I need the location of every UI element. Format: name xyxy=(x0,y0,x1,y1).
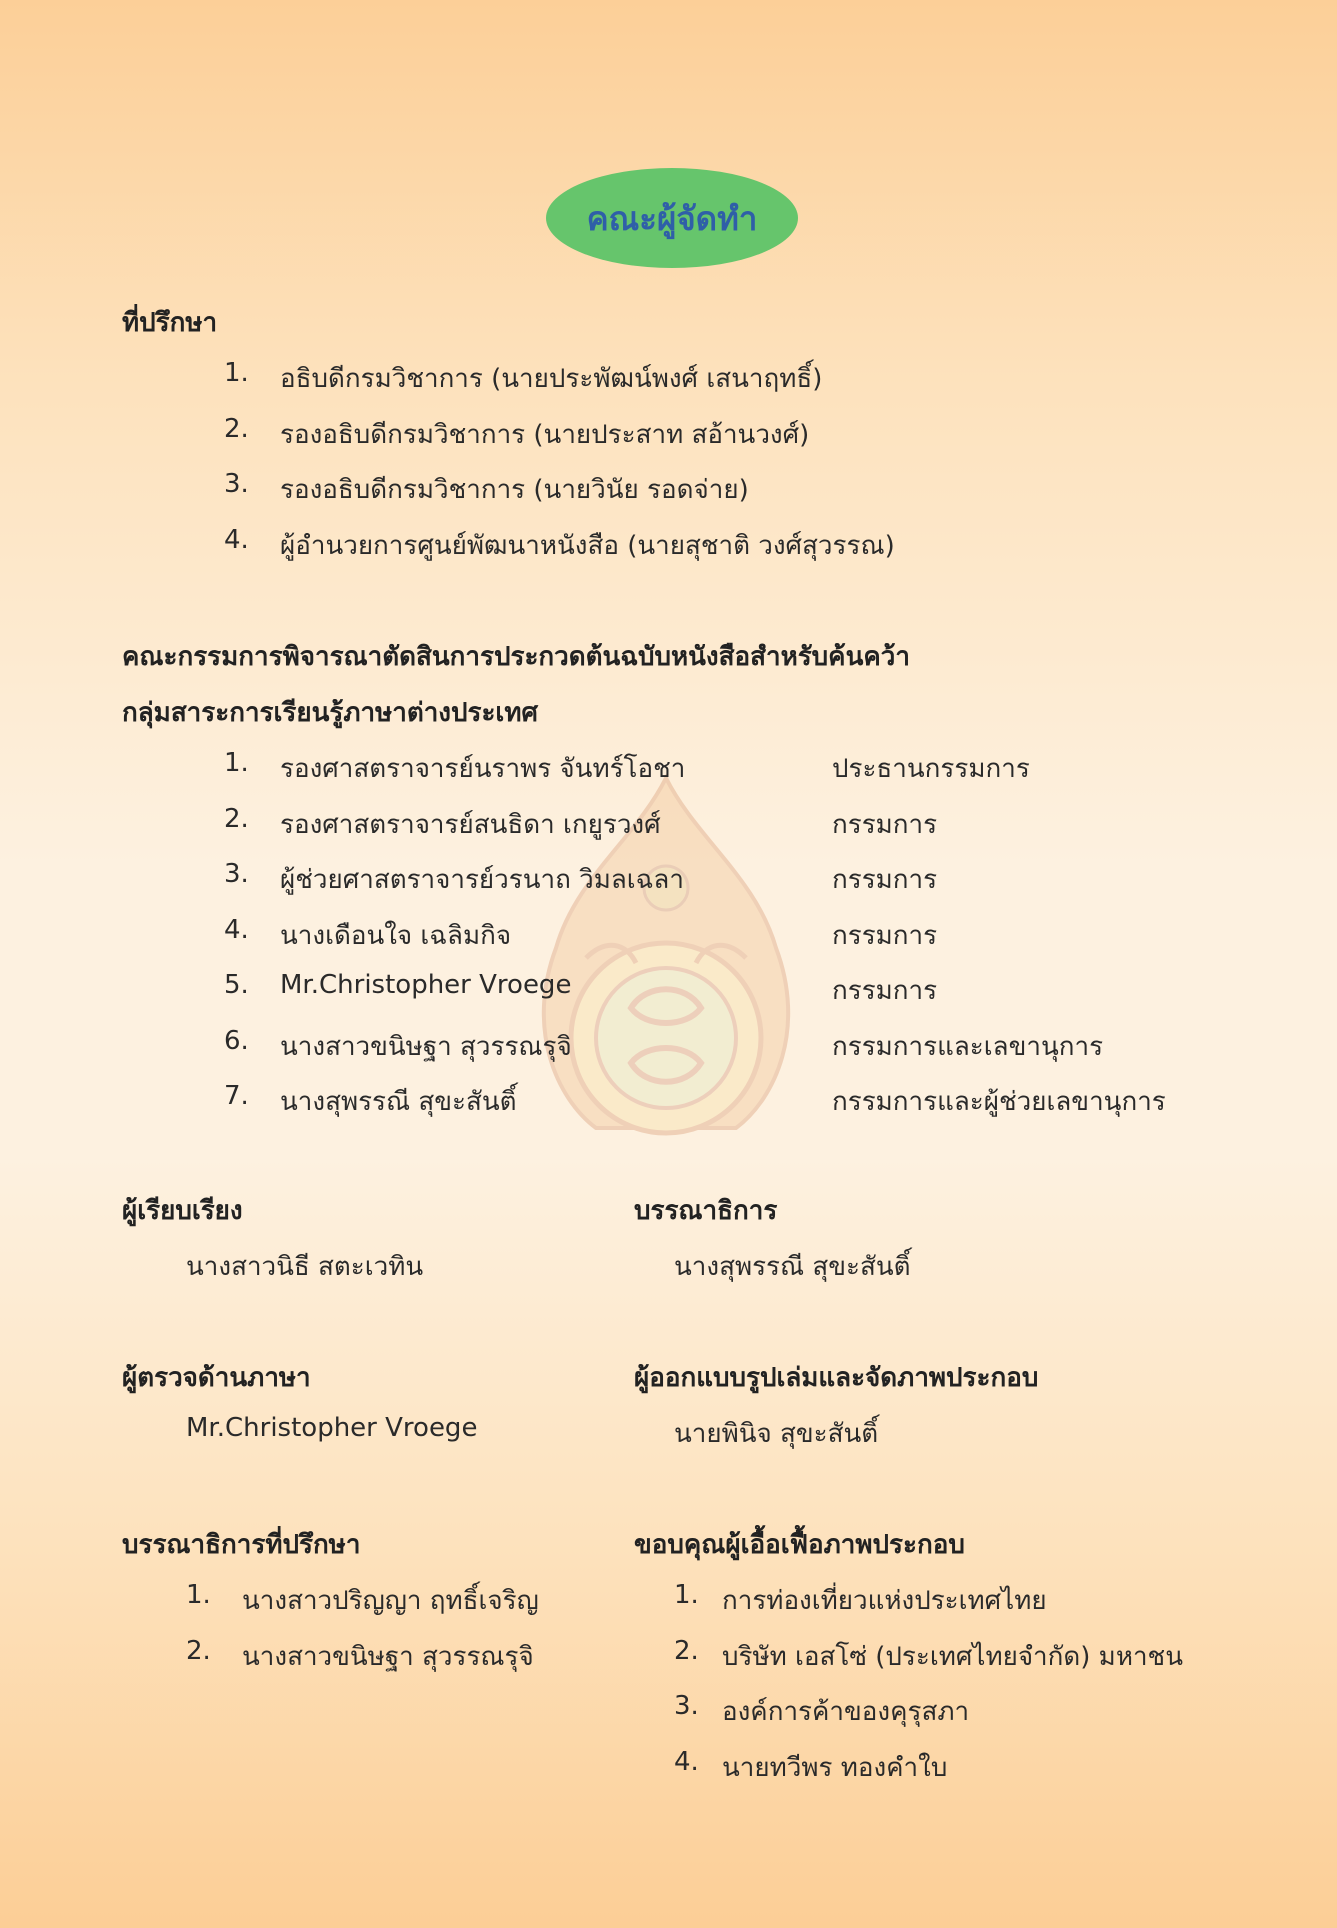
committee-member-number: 1. xyxy=(224,748,249,778)
committee-member-name: Mr.Christopher Vroege xyxy=(280,970,572,1000)
compiler-heading: ผู้เรียบเรียง xyxy=(122,1196,243,1226)
title-badge xyxy=(546,168,798,268)
thanks-item-text: บริษัท เอสโซ่ (ประเทศไทยจำกัด) มหาชน xyxy=(722,1641,1183,1672)
committee-member-name: นางเดือนใจ เฉลิมกิจ xyxy=(280,920,512,951)
advisory-editors-heading: บรรณาธิการที่ปรึกษา xyxy=(122,1530,361,1560)
advisory-editor-item-text: นางสาวขนิษฐา สุวรรณรุจิ xyxy=(242,1641,534,1672)
designer-heading: ผู้ออกแบบรูปเล่มและจัดภาพประกอบ xyxy=(634,1363,1039,1393)
advisor-item-text: รองอธิบดีกรมวิชาการ (นายประสาท สอ้านวงศ์) xyxy=(280,419,810,450)
thanks-item-number: 2. xyxy=(674,1635,699,1666)
thanks-item-number: 1. xyxy=(674,1580,699,1610)
editor-name: นางสุพรรณี สุขะสันติ์ xyxy=(674,1252,911,1282)
thanks-item-number: 3. xyxy=(674,1691,699,1721)
thanks-item-number: 4. xyxy=(674,1746,699,1777)
committee-member-number: 7. xyxy=(224,1081,249,1111)
page-title: คณะผู้จัดทำ xyxy=(586,198,758,238)
committee-member-role: กรรมการและผู้ช่วยเลขานุการ xyxy=(832,1087,1166,1117)
committee-member-role: กรรมการ xyxy=(832,976,938,1006)
thanks-item-text: การท่องเที่ยวแห่งประเทศไทย xyxy=(722,1586,1047,1616)
committee-member-name: ผู้ช่วยศาสตราจารย์วรนาถ วิมลเฉลา xyxy=(280,865,684,895)
committee-member-number: 4. xyxy=(224,914,249,945)
committee-member-role: กรรมการ xyxy=(832,809,938,840)
committee-member-number: 5. xyxy=(224,970,249,1000)
advisor-item-text: ผู้อำนวยการศูนย์พัฒนาหนังสือ (นายสุชาติ วงศ์สุวรรณ) xyxy=(280,530,895,561)
advisor-item-text: อธิบดีกรมวิชาการ (นายประพัฒน์พงศ์ เสนาฤทธิ์) xyxy=(280,364,823,394)
advisory-editor-item-number: 2. xyxy=(186,1635,211,1666)
committee-member-number: 6. xyxy=(224,1025,249,1056)
advisory-editor-item-number: 1. xyxy=(186,1580,211,1610)
committee-member-name: นางสุพรรณี สุขะสันติ์ xyxy=(280,1087,517,1117)
thanks-heading: ขอบคุณผู้เอื้อเฟื้อภาพประกอบ xyxy=(634,1530,965,1560)
committee-member-role: ประธานกรรมการ xyxy=(832,754,1030,784)
committee-member-number: 3. xyxy=(224,859,249,889)
advisors-heading: ที่ปรึกษา xyxy=(122,308,218,338)
advisor-item-number: 3. xyxy=(224,469,249,499)
committee-heading-line2: กลุ่มสาระการเรียนรู้ภาษาต่างประเทศ xyxy=(122,698,538,728)
committee-member-role: กรรมการ xyxy=(832,920,938,951)
compiler-name: นางสาวนิธี สตะเวทิน xyxy=(186,1252,424,1282)
language-checker-name: Mr.Christopher Vroege xyxy=(186,1413,478,1443)
advisor-item-number: 2. xyxy=(224,413,249,444)
committee-member-role: กรรมการ xyxy=(832,865,938,895)
committee-member-name: นางสาวขนิษฐา สุวรรณรุจิ xyxy=(280,1031,572,1062)
language-checker-heading: ผู้ตรวจด้านภาษา xyxy=(122,1363,311,1393)
committee-member-role: กรรมการและเลขานุการ xyxy=(832,1031,1104,1062)
advisor-item-number: 4. xyxy=(224,524,249,555)
advisor-item-text: รองอธิบดีกรมวิชาการ (นายวินัย รอดจ่าย) xyxy=(280,475,749,505)
advisor-item-number: 1. xyxy=(224,358,249,388)
committee-heading-line1: คณะกรรมการพิจารณาตัดสินการประกวดต้นฉบับหนังสือสำหรับค้นคว้า xyxy=(122,642,910,672)
designer-name: นายพินิจ สุขะสันติ์ xyxy=(674,1419,879,1449)
thanks-item-text: องค์การค้าของคุรุสภา xyxy=(722,1697,970,1727)
committee-member-name: รองศาสตราจารย์นราพร จันทร์โอชา xyxy=(280,754,686,784)
advisory-editor-item-text: นางสาวปริญญา ฤทธิ์เจริญ xyxy=(242,1586,539,1616)
editor-heading: บรรณาธิการ xyxy=(634,1196,778,1226)
committee-member-name: รองศาสตราจารย์สนธิดา เกยูรวงศ์ xyxy=(280,809,661,840)
committee-member-number: 2. xyxy=(224,803,249,834)
thanks-item-text: นายทวีพร ทองคำใบ xyxy=(722,1752,948,1783)
